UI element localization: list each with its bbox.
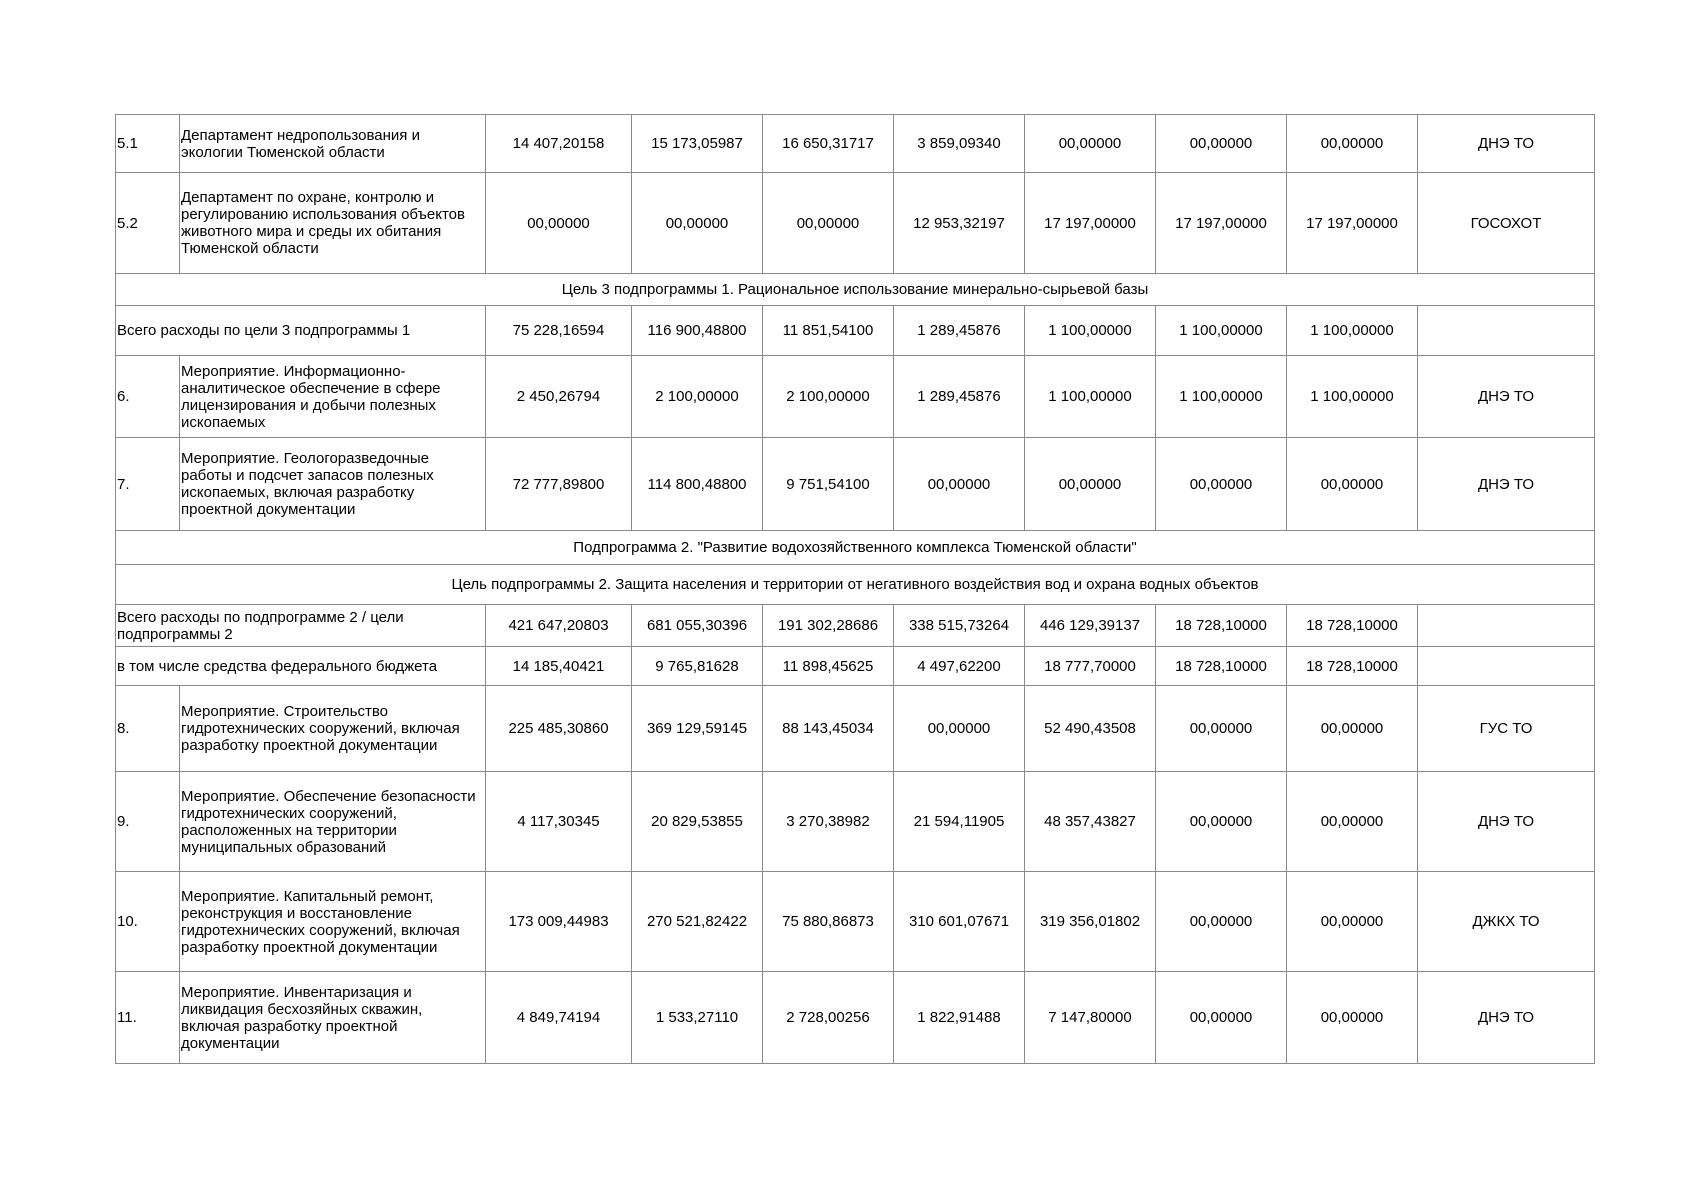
amount-cell: 1 100,00000 bbox=[1025, 306, 1156, 356]
total-row bbox=[116, 306, 1595, 356]
amount-cell: 421 647,20803 bbox=[486, 605, 632, 647]
amount-cell: 1 289,45876 bbox=[894, 356, 1025, 438]
amount-cell: 114 800,48800 bbox=[632, 438, 763, 531]
row-number: 8. bbox=[116, 686, 180, 772]
amount-cell: 4 117,30345 bbox=[486, 772, 632, 872]
amount-cell: 319 356,01802 bbox=[1025, 872, 1156, 972]
total-row bbox=[116, 605, 1595, 647]
amount-cell: 173 009,44983 bbox=[486, 872, 632, 972]
budget-table bbox=[115, 114, 1595, 1064]
amount-cell: 191 302,28686 bbox=[763, 605, 894, 647]
section-title: Подпрограмма 2. "Развитие водохозяйственного комплекса Тюменской области" bbox=[116, 531, 1595, 565]
amount-cell: 18 728,10000 bbox=[1287, 647, 1418, 686]
amount-cell: 369 129,59145 bbox=[632, 686, 763, 772]
section-header-row bbox=[116, 531, 1595, 565]
responsible-executor: ГУС ТО bbox=[1418, 686, 1595, 772]
amount-cell: 00,00000 bbox=[1156, 438, 1287, 531]
table-row bbox=[116, 438, 1595, 531]
amount-cell: 11 898,45625 bbox=[763, 647, 894, 686]
amount-cell: 9 751,54100 bbox=[763, 438, 894, 531]
measure-name: Департамент по охране, контролю и регулированию использования объектов животного мира и среды их обитания Тюменской области bbox=[180, 173, 486, 274]
table-row bbox=[116, 972, 1595, 1064]
amount-cell: 21 594,11905 bbox=[894, 772, 1025, 872]
amount-cell: 00,00000 bbox=[1025, 438, 1156, 531]
amount-cell: 00,00000 bbox=[894, 686, 1025, 772]
amount-cell: 7 147,80000 bbox=[1025, 972, 1156, 1064]
amount-cell: 00,00000 bbox=[894, 438, 1025, 531]
total-label: в том числе средства федерального бюджета bbox=[116, 647, 486, 686]
amount-cell: 116 900,48800 bbox=[632, 306, 763, 356]
amount-cell: 270 521,82422 bbox=[632, 872, 763, 972]
amount-cell: 338 515,73264 bbox=[894, 605, 1025, 647]
amount-cell: 1 100,00000 bbox=[1156, 306, 1287, 356]
measure-name: Мероприятие. Обеспечение безопасности гидротехнических сооружений, расположенных на территории муниципальных образований bbox=[180, 772, 486, 872]
amount-cell: 2 728,00256 bbox=[763, 972, 894, 1064]
amount-cell: 1 100,00000 bbox=[1287, 356, 1418, 438]
amount-cell: 18 728,10000 bbox=[1156, 647, 1287, 686]
measure-name: Мероприятие. Информационно-аналитическое обеспечение в сфере лицензирования и добычи полезных ископаемых bbox=[180, 356, 486, 438]
row-number: 11. bbox=[116, 972, 180, 1064]
amount-cell: 18 728,10000 bbox=[1287, 605, 1418, 647]
responsible-executor: ГОСОХОТ bbox=[1418, 173, 1595, 274]
amount-cell: 1 289,45876 bbox=[894, 306, 1025, 356]
row-number: 7. bbox=[116, 438, 180, 531]
amount-cell: 446 129,39137 bbox=[1025, 605, 1156, 647]
amount-cell: 16 650,31717 bbox=[763, 115, 894, 173]
amount-cell: 00,00000 bbox=[1025, 115, 1156, 173]
amount-cell: 20 829,53855 bbox=[632, 772, 763, 872]
responsible-executor: ДНЭ ТО bbox=[1418, 115, 1595, 173]
amount-cell: 2 450,26794 bbox=[486, 356, 632, 438]
measure-name: Мероприятие. Геологоразведочные работы и подсчет запасов полезных ископаемых, включая разработку проектной документации bbox=[180, 438, 486, 531]
amount-cell: 00,00000 bbox=[1287, 438, 1418, 531]
amount-cell: 17 197,00000 bbox=[1025, 173, 1156, 274]
amount-cell: 681 055,30396 bbox=[632, 605, 763, 647]
amount-cell: 14 407,20158 bbox=[486, 115, 632, 173]
amount-cell: 00,00000 bbox=[763, 173, 894, 274]
measure-name: Департамент недропользования и экологии Тюменской области bbox=[180, 115, 486, 173]
amount-cell: 2 100,00000 bbox=[763, 356, 894, 438]
section-title: Цель подпрограммы 2. Защита населения и территории от негативного воздействия вод и охрана водных объектов bbox=[116, 565, 1595, 605]
table-row bbox=[116, 173, 1595, 274]
responsible-executor: ДНЭ ТО bbox=[1418, 356, 1595, 438]
amount-cell: 1 100,00000 bbox=[1287, 306, 1418, 356]
measure-name: Мероприятие. Строительство гидротехнических сооружений, включая разработку проектной документации bbox=[180, 686, 486, 772]
measure-name: Мероприятие. Капитальный ремонт, реконструкция и восстановление гидротехнических сооружений, включая разработку проектной документации bbox=[180, 872, 486, 972]
amount-cell: 00,00000 bbox=[1287, 872, 1418, 972]
responsible-cell bbox=[1418, 647, 1595, 686]
amount-cell: 3 270,38982 bbox=[763, 772, 894, 872]
amount-cell: 11 851,54100 bbox=[763, 306, 894, 356]
amount-cell: 00,00000 bbox=[1156, 972, 1287, 1064]
row-number: 5.2 bbox=[116, 173, 180, 274]
row-number: 5.1 bbox=[116, 115, 180, 173]
amount-cell: 75 880,86873 bbox=[763, 872, 894, 972]
table-row bbox=[116, 872, 1595, 972]
row-number: 9. bbox=[116, 772, 180, 872]
amount-cell: 75 228,16594 bbox=[486, 306, 632, 356]
responsible-executor: ДЖКХ ТО bbox=[1418, 872, 1595, 972]
amount-cell: 00,00000 bbox=[1287, 115, 1418, 173]
amount-cell: 2 100,00000 bbox=[632, 356, 763, 438]
amount-cell: 00,00000 bbox=[486, 173, 632, 274]
amount-cell: 88 143,45034 bbox=[763, 686, 894, 772]
amount-cell: 1 100,00000 bbox=[1025, 356, 1156, 438]
amount-cell: 48 357,43827 bbox=[1025, 772, 1156, 872]
responsible-executor: ДНЭ ТО bbox=[1418, 772, 1595, 872]
amount-cell: 00,00000 bbox=[1287, 772, 1418, 872]
amount-cell: 00,00000 bbox=[1287, 972, 1418, 1064]
table-row bbox=[116, 772, 1595, 872]
amount-cell: 225 485,30860 bbox=[486, 686, 632, 772]
section-header-row bbox=[116, 565, 1595, 605]
table-row bbox=[116, 356, 1595, 438]
amount-cell: 18 728,10000 bbox=[1156, 605, 1287, 647]
amount-cell: 1 100,00000 bbox=[1156, 356, 1287, 438]
row-number: 10. bbox=[116, 872, 180, 972]
amount-cell: 1 533,27110 bbox=[632, 972, 763, 1064]
responsible-executor: ДНЭ ТО bbox=[1418, 438, 1595, 531]
amount-cell: 00,00000 bbox=[1156, 686, 1287, 772]
amount-cell: 17 197,00000 bbox=[1287, 173, 1418, 274]
amount-cell: 17 197,00000 bbox=[1156, 173, 1287, 274]
amount-cell: 1 822,91488 bbox=[894, 972, 1025, 1064]
amount-cell: 00,00000 bbox=[1156, 772, 1287, 872]
section-title: Цель 3 подпрограммы 1. Рациональное использование минерально-сырьевой базы bbox=[116, 274, 1595, 306]
amount-cell: 12 953,32197 bbox=[894, 173, 1025, 274]
amount-cell: 00,00000 bbox=[632, 173, 763, 274]
amount-cell: 00,00000 bbox=[1156, 115, 1287, 173]
amount-cell: 4 497,62200 bbox=[894, 647, 1025, 686]
amount-cell: 72 777,89800 bbox=[486, 438, 632, 531]
measure-name: Мероприятие. Инвентаризация и ликвидация бесхозяйных скважин, включая разработку проектной документации bbox=[180, 972, 486, 1064]
table-row bbox=[116, 115, 1595, 173]
responsible-executor: ДНЭ ТО bbox=[1418, 972, 1595, 1064]
table-row bbox=[116, 686, 1595, 772]
amount-cell: 52 490,43508 bbox=[1025, 686, 1156, 772]
amount-cell: 4 849,74194 bbox=[486, 972, 632, 1064]
amount-cell: 3 859,09340 bbox=[894, 115, 1025, 173]
responsible-cell bbox=[1418, 306, 1595, 356]
total-label: Всего расходы по цели 3 подпрограммы 1 bbox=[116, 306, 486, 356]
responsible-cell bbox=[1418, 605, 1595, 647]
total-row bbox=[116, 647, 1595, 686]
amount-cell: 9 765,81628 bbox=[632, 647, 763, 686]
amount-cell: 14 185,40421 bbox=[486, 647, 632, 686]
amount-cell: 310 601,07671 bbox=[894, 872, 1025, 972]
amount-cell: 00,00000 bbox=[1287, 686, 1418, 772]
total-label: Всего расходы по подпрограмме 2 / цели подпрограммы 2 bbox=[116, 605, 486, 647]
row-number: 6. bbox=[116, 356, 180, 438]
amount-cell: 15 173,05987 bbox=[632, 115, 763, 173]
section-header-row bbox=[116, 274, 1595, 306]
amount-cell: 00,00000 bbox=[1156, 872, 1287, 972]
amount-cell: 18 777,70000 bbox=[1025, 647, 1156, 686]
